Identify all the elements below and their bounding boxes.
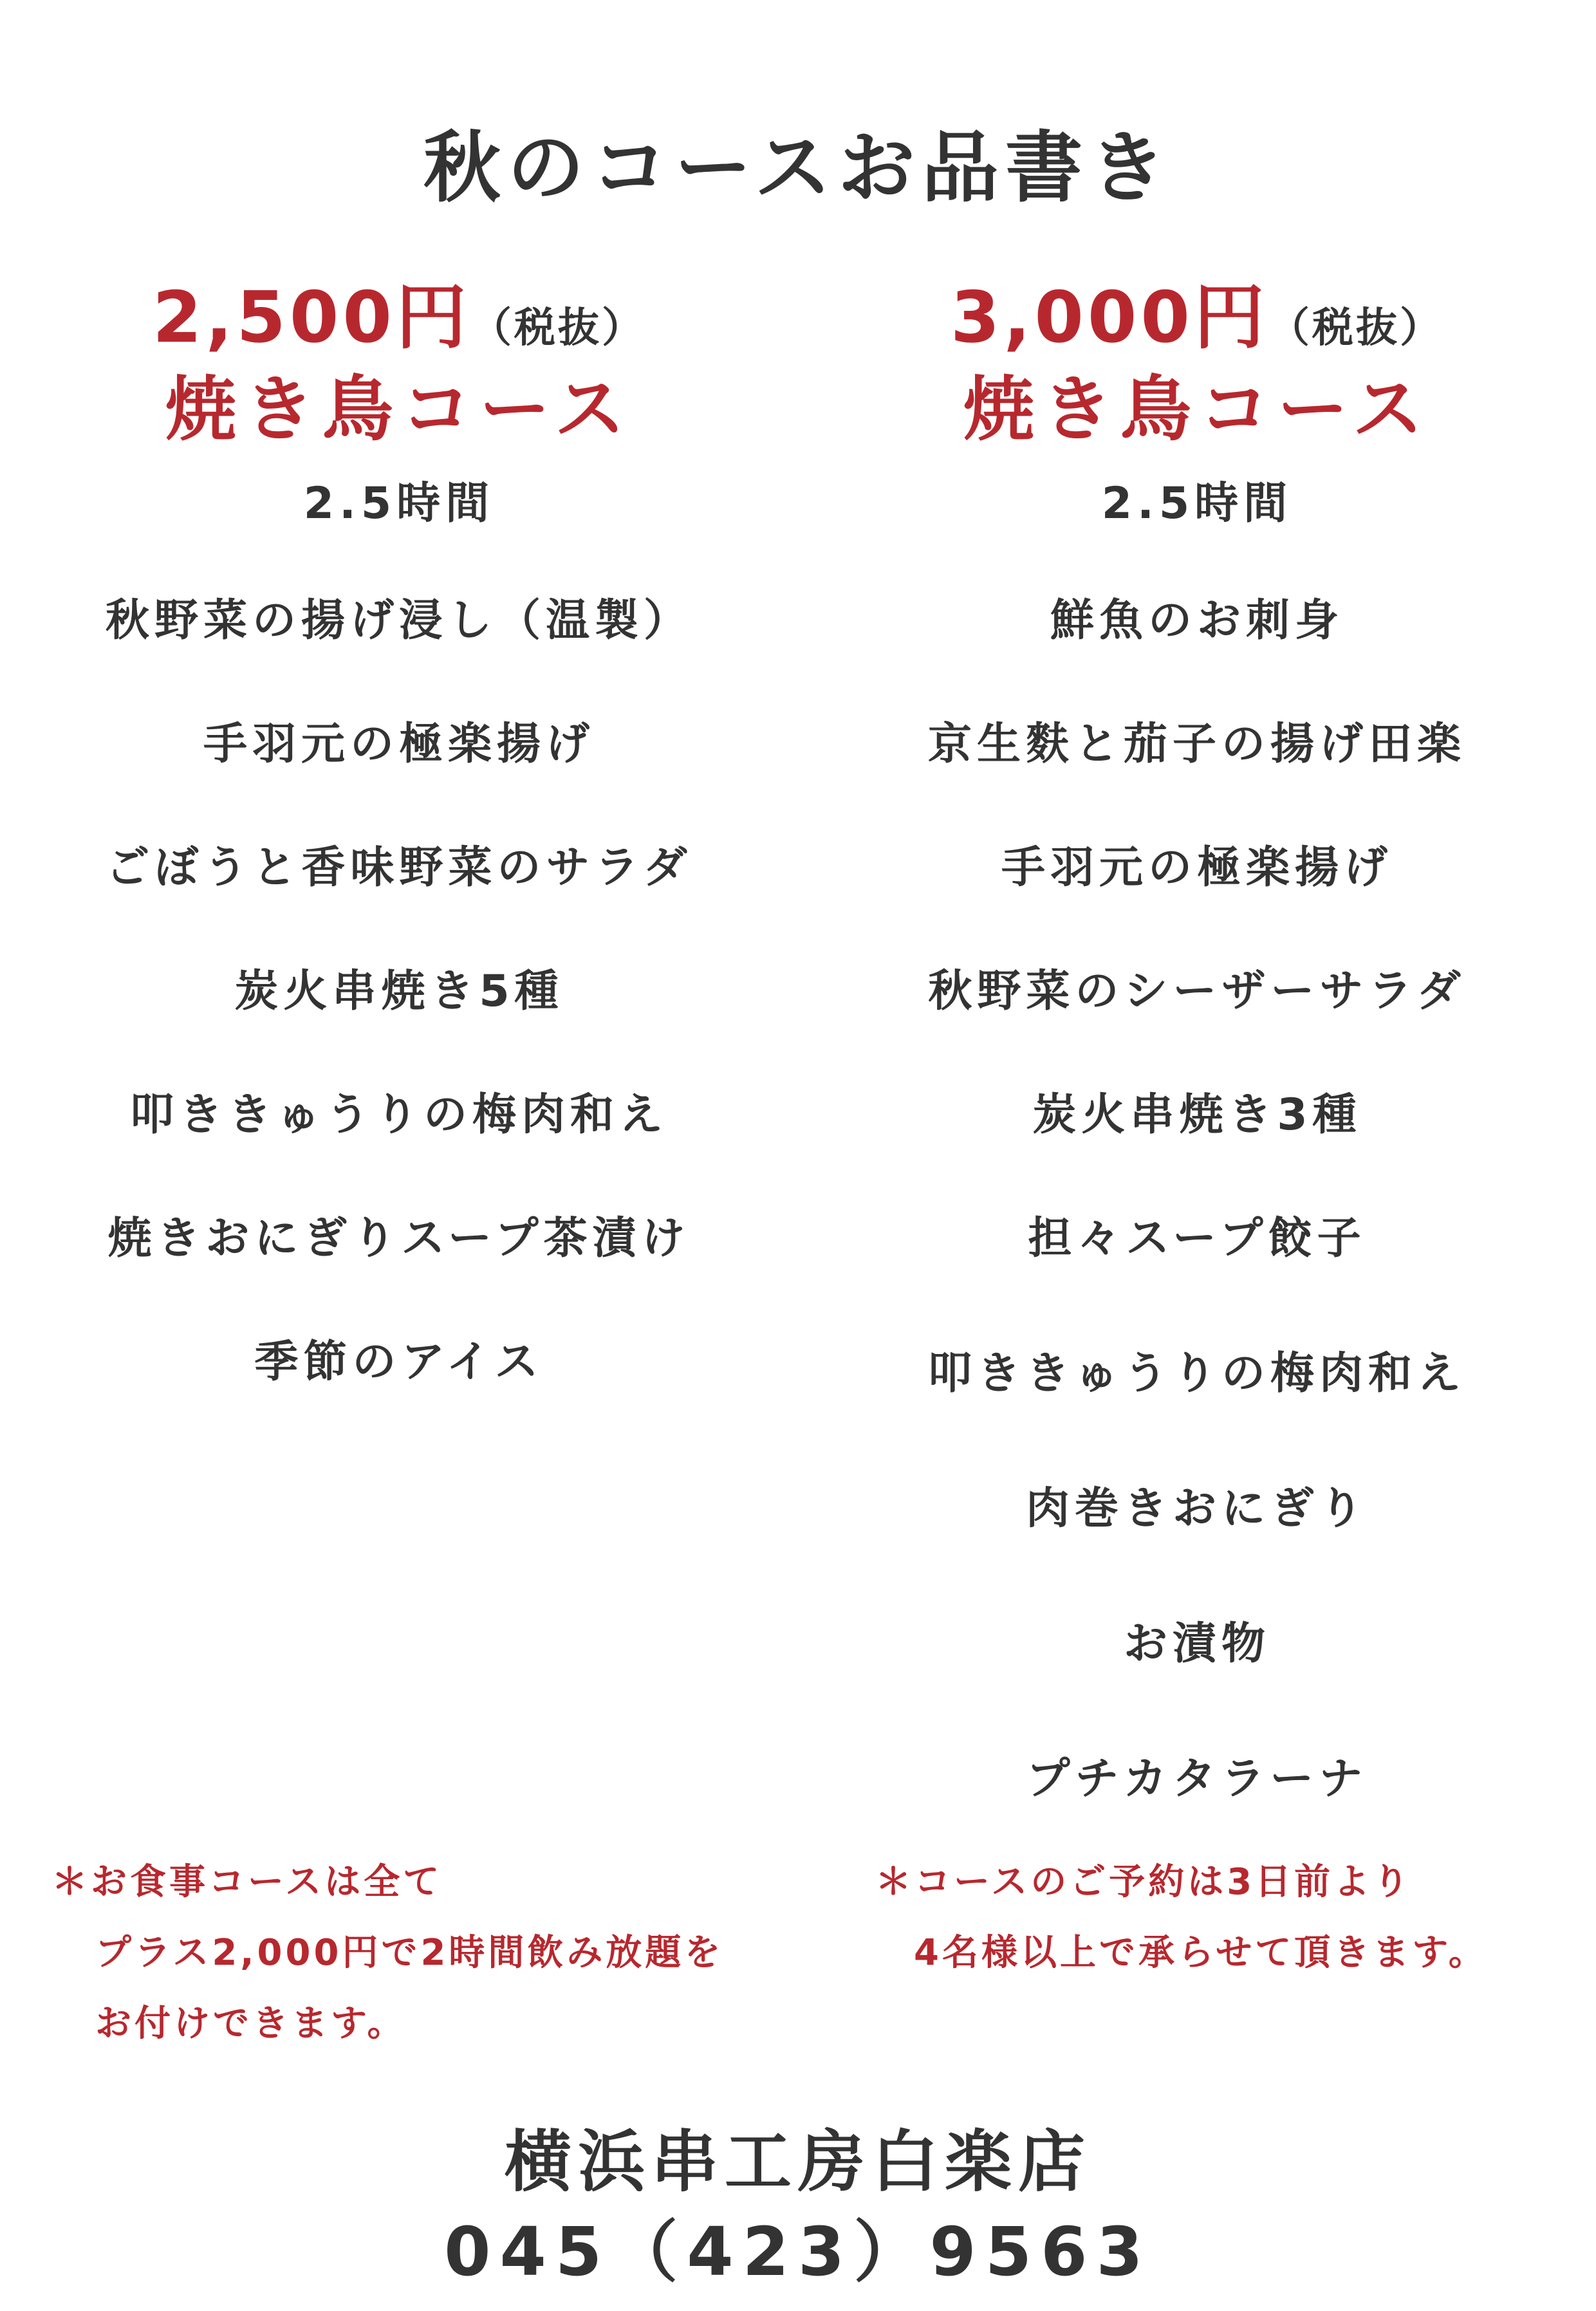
duration-item: 2.5時間 xyxy=(303,478,495,529)
note-left-line-1: ＊お食事コースは全て xyxy=(51,1861,443,1903)
note-right-line-1: ＊コースのご予約は3日前より xyxy=(875,1861,1413,1903)
note-left-line-2: プラス2,000円で2時間飲み放題を xyxy=(95,1932,724,1974)
phone-number: 045（423）9563 xyxy=(444,2213,1152,2291)
menu-item: プチカタラーナ xyxy=(1026,1754,1368,1805)
note-left-line-3: お付けできます。 xyxy=(95,2003,407,2045)
menu-item: 季節のアイス xyxy=(254,1337,544,1388)
menu-item: お漬物 xyxy=(1123,1619,1270,1669)
menu-item: 手羽元の極楽揚げ xyxy=(203,719,595,770)
course-name: 焼き鳥コース xyxy=(165,368,633,450)
duration-item: 2.5時間 xyxy=(1101,478,1293,529)
menu-item: 肉巻きおにぎり xyxy=(1025,1483,1368,1534)
menu-item: 炭火串焼き5種 xyxy=(234,966,564,1017)
shop-name: 横浜串工房白楽店 xyxy=(504,2122,1091,2201)
menu-item: 鮮魚のお刺身 xyxy=(1050,595,1344,646)
menu-item: 叩ききゅうりの梅肉和え xyxy=(129,1090,668,1140)
course-price-line xyxy=(0,261,798,362)
menu-item: 秋野菜のシーザーサラダ xyxy=(928,966,1466,1017)
menu-item: 焼きおにぎりスープ茶漬け xyxy=(107,1213,691,1264)
course-price: 3,000円 xyxy=(951,276,1268,358)
note-right-line-2: 4名様以上で承らせて頂きます。 xyxy=(914,1932,1488,1974)
menu-item: 京生麩と茄子の揚げ田楽 xyxy=(927,719,1466,770)
menu-item: 叩ききゅうりの梅肉和え xyxy=(927,1348,1466,1399)
menu-item: 炭火串焼き3種 xyxy=(1032,1090,1362,1140)
menu-item: 担々スープ餃子 xyxy=(1028,1213,1366,1264)
course-name: 焼き鳥コース xyxy=(963,368,1431,450)
page-title: 秋のコースお品書き xyxy=(423,124,1173,213)
tax-note: （税抜） xyxy=(470,304,645,352)
tax-note: （税抜） xyxy=(1268,304,1443,352)
menu-item: ごぼうと香味野菜のサラダ xyxy=(106,842,692,893)
course-price: 2,500円 xyxy=(153,276,470,358)
menu-item: 手羽元の極楽揚げ xyxy=(1001,842,1393,893)
course-price-line xyxy=(798,261,1596,362)
menu-item: 秋野菜の揚げ浸し（温製） xyxy=(105,595,692,646)
